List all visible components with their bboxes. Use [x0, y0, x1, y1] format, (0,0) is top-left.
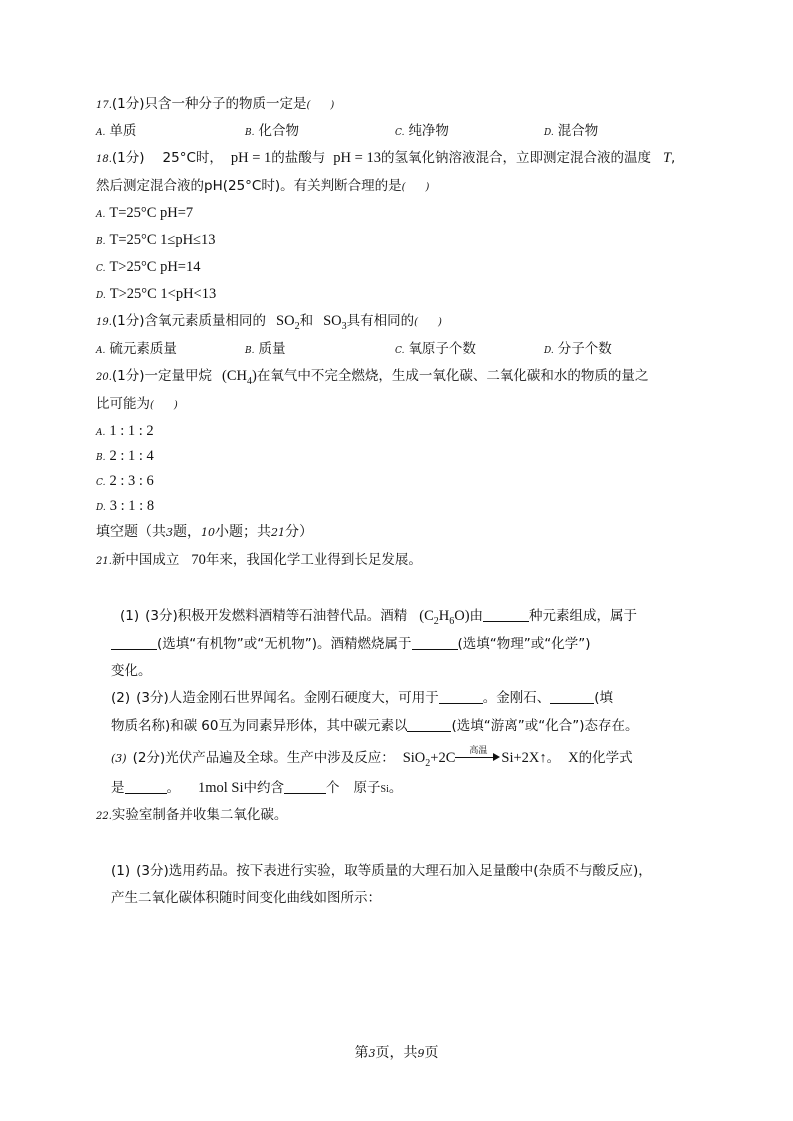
page-total: 9 — [417, 1047, 425, 1060]
question-text: 比可能为 — [96, 396, 150, 412]
option-b — [245, 339, 285, 361]
option-text: 分子个数 — [557, 341, 612, 357]
page-number: 3 — [368, 1047, 376, 1060]
option-text: 化合物 — [258, 123, 299, 139]
answer-paren: ( ) — [414, 317, 442, 328]
question-number: 22. — [96, 811, 112, 822]
option-text: 2 : 1 : 4 — [109, 448, 154, 464]
option-label: B. — [245, 346, 255, 356]
answer-paren: ( ) — [401, 182, 430, 193]
reaction-equation: SiO$_2$+2C 高温 Si+2X↑ — [402, 745, 547, 769]
question-number: 21. — [96, 556, 112, 567]
option-label: C. — [395, 346, 405, 356]
option-a — [96, 339, 177, 361]
question-number: 19. — [96, 317, 112, 328]
option-d — [544, 121, 598, 143]
question-text: 具有相同的 — [346, 313, 415, 329]
option-d — [96, 496, 154, 518]
question-number: 18. — [96, 154, 112, 165]
option-text: T=25°C pH=7 — [109, 205, 194, 221]
answer-paren: ( ) — [306, 100, 335, 111]
option-label: D. — [544, 346, 554, 356]
formula-so2: $SO_2$ — [276, 313, 300, 332]
option-text: T>25°C 1<pH<13 — [109, 286, 217, 302]
option-text: 硫元素质量 — [109, 341, 177, 357]
question-text: 新中国成立 — [111, 552, 180, 568]
option-label: A. — [96, 428, 106, 438]
formula-ethanol: $(C_2H_6O)$ — [419, 608, 470, 627]
question-text: 在氧气中不完全燃烧，生成一氧化碳、二氧化碳和水的物质的量之 — [256, 368, 649, 384]
option-text: 纯净物 — [408, 123, 449, 139]
part-score: (3分) — [145, 608, 178, 624]
question-21-part1-line1: (1) (3分)积极开发燃料酒精等石油替代品。酒精 $(C_2H_6O)$由 种元素组成，属于 — [120, 608, 638, 627]
option-label: C. — [96, 478, 106, 488]
question-text: 的盐酸与 — [271, 150, 326, 166]
temperature-symbol: T — [662, 150, 672, 166]
option-label: B. — [96, 453, 106, 463]
question-21-stem — [96, 550, 422, 572]
question-18-stem-line2 — [96, 176, 429, 198]
option-b — [96, 230, 216, 252]
option-label: C. — [395, 128, 405, 138]
part-index: (2) — [111, 690, 131, 706]
question-text: 一定量甲烷 — [144, 368, 213, 384]
option-d — [544, 339, 612, 361]
answer-blank[interactable] — [407, 717, 451, 732]
option-text: 氧原子个数 — [408, 341, 476, 357]
option-text: 1 : 1 : 2 — [109, 423, 154, 439]
question-score: (1分) — [111, 96, 145, 112]
option-label: D. — [96, 503, 106, 513]
part-score: (3分) — [136, 690, 169, 706]
ph-value: pH = 1 — [230, 150, 272, 166]
option-label: B. — [245, 128, 255, 138]
question-20-stem-line1 — [96, 366, 648, 392]
option-label: A. — [96, 210, 106, 220]
answer-blank[interactable] — [125, 779, 167, 794]
question-21-part2-line1: (2) (3分)人造金刚石世界闻名。金刚石硬度大，可用于 。金刚石、 (填 — [111, 690, 614, 706]
option-b — [96, 446, 154, 468]
question-22-stem — [96, 805, 287, 827]
question-score: (1分) — [111, 368, 145, 384]
question-number: 20. — [96, 372, 112, 383]
option-label: D. — [544, 128, 554, 138]
question-19-stem — [96, 311, 442, 337]
option-label: A. — [96, 128, 106, 138]
question-text: 年来，我国化学工业得到长足发展。 — [205, 552, 422, 568]
question-number: 17. — [96, 100, 112, 111]
option-c — [96, 471, 154, 493]
option-label: D. — [96, 291, 106, 301]
option-text: T=25°C 1≤pH≤13 — [109, 232, 216, 248]
part-index: (1) — [111, 863, 131, 879]
option-label: A. — [96, 346, 106, 356]
option-b — [245, 121, 299, 143]
question-text: 含氧元素质量相同的 — [144, 313, 267, 329]
option-c — [96, 257, 200, 279]
option-text: 3 : 1 : 8 — [109, 498, 155, 514]
question-18-stem-line1 — [96, 148, 675, 170]
answer-blank[interactable] — [550, 689, 594, 704]
question-21-part2-line2: 物质名称)和碳 60互为同素异形体，其中碳元素以 (选填“游离”或“化合”)态存在。 — [111, 718, 639, 734]
section-heading: 填空题（共3题，10小题；共21分） — [96, 524, 313, 540]
question-text: 然后测定混合液的pH — [96, 178, 223, 194]
part-index: (1) — [120, 608, 140, 624]
question-score: (1分) — [111, 150, 145, 166]
part-score: (3分) — [136, 863, 169, 879]
reaction-arrow-icon: 高温 — [455, 748, 501, 764]
part-index: (3) — [111, 752, 127, 765]
option-text: 质量 — [258, 341, 286, 357]
question-text: 实验室制备并收集二氧化碳。 — [111, 807, 288, 823]
formula-so3: $SO_3$ — [323, 313, 347, 332]
years-number: 70 — [191, 552, 206, 568]
question-21-part1-line3: 变化。 — [111, 663, 152, 679]
temperature-text: 25°C时， — [162, 150, 223, 166]
option-a — [96, 203, 193, 225]
punctuation: , — [671, 150, 676, 166]
answer-blank[interactable] — [483, 607, 529, 622]
question-21-part1-line2: (选填“有机物”或“无机物”)。酒精燃烧属于 (选填“物理”或“化学”) — [111, 634, 591, 654]
question-22-part1-line1: (1) (3分)选用药品。按下表进行实验，取等质量的大理石加入足量酸中(杂质不与酸反应)， — [111, 863, 652, 879]
question-text: 只含一种分子的物质一定是 — [144, 96, 307, 112]
option-a — [96, 421, 154, 443]
option-text: 单质 — [109, 123, 137, 139]
question-22-part1-line2: 产生二氧化碳体积随时间变化曲线如图所示： — [111, 890, 381, 906]
option-label: C. — [96, 264, 106, 274]
answer-paren: ( ) — [150, 400, 178, 411]
question-score: (1分) — [111, 313, 145, 329]
question-text: 和 — [299, 313, 314, 329]
option-a — [96, 121, 136, 143]
answer-blank[interactable] — [284, 779, 326, 794]
option-d — [96, 284, 216, 306]
part-score: (2分) — [132, 750, 166, 766]
option-text: 2 : 3 : 6 — [109, 473, 154, 489]
answer-blank[interactable] — [439, 689, 483, 704]
question-21-part3-line1: (3) (2分)光伏产品遍及全球。生产中涉及反应： SiO$_2$+2C 高温 Si+2X↑。 X的化学式 — [111, 745, 633, 769]
option-c — [395, 339, 476, 361]
question-text: (25°C时)。有关判断合理的是 — [222, 178, 402, 194]
question-20-stem-line2 — [96, 394, 178, 416]
formula-ch4: $(CH_4)$ — [222, 368, 257, 387]
answer-blank[interactable] — [412, 635, 458, 650]
option-text: 混合物 — [557, 123, 599, 139]
ph-value: pH = 13 — [333, 150, 381, 166]
question-17-stem — [96, 94, 334, 116]
option-label: B. — [96, 237, 106, 247]
question-text: 的氢氧化钠溶液混合，立即测定混合液的温度 — [380, 150, 651, 166]
option-text: T>25°C pH=14 — [109, 259, 201, 275]
option-c — [395, 121, 449, 143]
answer-blank[interactable] — [111, 635, 157, 650]
question-21-part3-line2: 是 。 1mol Si中约含 个 原子Si。 — [111, 780, 403, 796]
page-footer: 第3页，共9页 — [354, 1045, 439, 1061]
